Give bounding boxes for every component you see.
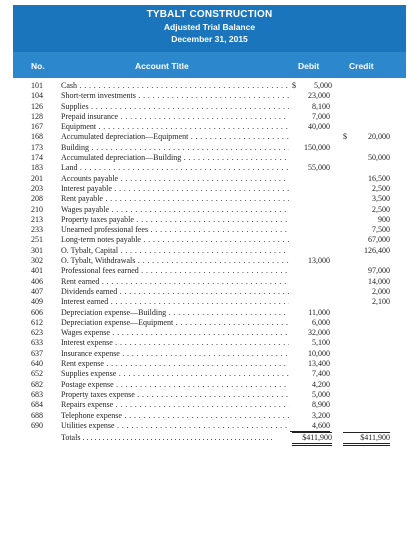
debit-amount: 150,000 xyxy=(304,142,330,152)
account-title: Accounts payable . . . xyxy=(61,174,289,184)
totals-debit: $411,900 xyxy=(292,432,332,446)
debit-amount: 10,000 xyxy=(308,348,330,358)
column-header-row xyxy=(13,52,406,78)
account-number: 213 xyxy=(31,214,43,224)
account-number: 104 xyxy=(31,91,43,101)
account-number: 301 xyxy=(31,245,43,255)
account-title: Property taxes payable . . . xyxy=(61,215,289,225)
account-title: Depreciation expense—Equipment . . . xyxy=(61,318,289,328)
debit-amount: 8,900 xyxy=(312,400,330,410)
account-number: 210 xyxy=(31,204,43,214)
account-title: Depreciation expense—Building . . . xyxy=(61,308,289,318)
account-number: 183 xyxy=(31,163,43,173)
table-row xyxy=(13,225,406,235)
account-title: Repairs expense . . . xyxy=(61,400,289,410)
table-row xyxy=(13,318,406,328)
account-number: 688 xyxy=(31,410,43,420)
credit-amount: 2,500 xyxy=(372,204,390,214)
table-row xyxy=(13,91,406,101)
account-number: 612 xyxy=(31,317,43,327)
column-header-credit: Credit xyxy=(349,61,374,71)
totals-label: Totals . . . xyxy=(61,432,289,444)
credit-amount: 126,400 xyxy=(364,245,390,255)
account-title: Interest earned . . . xyxy=(61,297,289,307)
account-title: Building . . . xyxy=(61,143,289,153)
account-number: 302 xyxy=(31,256,43,266)
table-row xyxy=(13,122,406,132)
account-title: Supplies . . . xyxy=(61,102,289,112)
credit-amount: 7,500 xyxy=(372,225,390,235)
debit-amount: 4,200 xyxy=(312,379,330,389)
debit-amount: 5,000 xyxy=(312,389,330,399)
account-title: Equipment . . . xyxy=(61,122,289,132)
account-number: 251 xyxy=(31,235,43,245)
account-title: Prepaid insurance . . . xyxy=(61,112,289,122)
table-row xyxy=(13,256,406,266)
account-number: 606 xyxy=(31,307,43,317)
account-title: Wages payable . . . xyxy=(61,205,289,215)
account-title: O. Tybalt, Withdrawals . . . xyxy=(61,256,289,266)
account-title: Short-term investments . . . xyxy=(61,91,289,101)
table-row xyxy=(13,81,406,91)
account-number: 167 xyxy=(31,122,43,132)
account-number: 683 xyxy=(31,389,43,399)
account-title: Rent earned . . . xyxy=(61,277,289,287)
debit-amount: 8,100 xyxy=(312,101,330,111)
company-name: TYBALT CONSTRUCTION xyxy=(146,9,273,20)
table-row xyxy=(13,277,406,287)
account-title: Interest expense . . . xyxy=(61,338,289,348)
account-number: 407 xyxy=(31,286,43,296)
account-number: 174 xyxy=(31,153,43,163)
debit-amount: $ 5,000 xyxy=(292,81,332,91)
account-title: Dividends earned . . . xyxy=(61,287,289,297)
table-row xyxy=(13,349,406,359)
account-title: Interest payable . . . xyxy=(61,184,289,194)
account-title: Unearned professional fees . . . xyxy=(61,225,289,235)
totals-credit: $411,900 xyxy=(343,432,390,446)
table-row xyxy=(13,205,406,215)
account-number: 690 xyxy=(31,420,43,430)
debit-amount: 7,400 xyxy=(312,369,330,379)
account-number: 128 xyxy=(31,111,43,121)
account-title: Wages expense . . . xyxy=(61,328,289,338)
account-rows xyxy=(13,81,406,444)
debit-amount: 13,000 xyxy=(308,256,330,266)
account-number: 101 xyxy=(31,81,43,90)
table-row xyxy=(13,287,406,297)
credit-amount: 50,000 xyxy=(368,153,390,163)
account-number: 682 xyxy=(31,379,43,389)
account-title: Property taxes expense . . . xyxy=(61,390,289,400)
account-number: 637 xyxy=(31,348,43,358)
table-row xyxy=(13,369,406,379)
credit-amount: 16,500 xyxy=(368,173,390,183)
account-number: 633 xyxy=(31,338,43,348)
account-number: 126 xyxy=(31,101,43,111)
account-title: Supplies expense . . . xyxy=(61,369,289,379)
table-row xyxy=(13,132,406,142)
account-number: 401 xyxy=(31,266,43,276)
debit-amount: 40,000 xyxy=(308,122,330,132)
debit-amount: 11,000 xyxy=(308,307,330,317)
table-row xyxy=(13,143,406,153)
account-number: 168 xyxy=(31,132,43,142)
column-header-no: No. xyxy=(31,61,45,71)
credit-amount: 2,500 xyxy=(372,183,390,193)
account-title: Utilities expense . . . xyxy=(61,421,289,431)
trial-balance-sheet xyxy=(13,5,406,541)
account-number: 173 xyxy=(31,142,43,152)
table-row xyxy=(13,102,406,112)
table-row xyxy=(13,421,406,431)
account-number: 684 xyxy=(31,400,43,410)
debit-amount: 6,000 xyxy=(312,317,330,327)
report-title: Adjusted Trial Balance xyxy=(163,22,256,32)
debit-amount: 23,000 xyxy=(308,91,330,101)
account-number: 233 xyxy=(31,225,43,235)
debit-amount: 55,000 xyxy=(308,163,330,173)
table-row xyxy=(13,297,406,307)
credit-amount: 900 xyxy=(378,214,390,224)
account-number: 208 xyxy=(31,194,43,204)
credit-amount: 97,000 xyxy=(368,266,390,276)
table-row xyxy=(13,246,406,256)
table-row xyxy=(13,112,406,122)
account-title: Professional fees earned . . . xyxy=(61,266,289,276)
table-row xyxy=(13,359,406,369)
debit-amount: 32,000 xyxy=(308,328,330,338)
account-title: Land . . . xyxy=(61,163,289,173)
debit-amount: 7,000 xyxy=(312,111,330,121)
table-row xyxy=(13,411,406,421)
debit-amount: 5,100 xyxy=(312,338,330,348)
account-number: 406 xyxy=(31,276,43,286)
account-title: O. Tybalt, Capital . . . xyxy=(61,246,289,256)
table-row xyxy=(13,153,406,163)
credit-amount: 67,000 xyxy=(368,235,390,245)
account-number: 201 xyxy=(31,173,43,183)
account-number: 623 xyxy=(31,328,43,338)
account-title: Rent expense . . . xyxy=(61,359,289,369)
credit-amount: 2,100 xyxy=(372,297,390,307)
account-title: Rent payable . . . xyxy=(61,194,289,204)
report-header xyxy=(13,5,406,52)
account-title: Insurance expense . . . xyxy=(61,349,289,359)
table-row xyxy=(13,338,406,348)
report-date: December 31, 2015 xyxy=(171,34,248,44)
table-row xyxy=(13,328,406,338)
credit-amount: 14,000 xyxy=(368,276,390,286)
credit-amount: 3,500 xyxy=(372,194,390,204)
account-title: Postage expense . . . xyxy=(61,380,289,390)
account-title: Telephone expense . . . xyxy=(61,411,289,421)
account-number: 652 xyxy=(31,369,43,379)
table-row xyxy=(13,390,406,400)
account-number: 640 xyxy=(31,359,43,369)
debit-amount: 4,600 xyxy=(290,421,330,432)
table-row xyxy=(13,235,406,245)
table-row xyxy=(13,184,406,194)
credit-amount: 2,000 xyxy=(372,286,390,296)
column-header-title: Account Title xyxy=(135,61,189,71)
table-row xyxy=(13,400,406,410)
column-header-debit: Debit xyxy=(298,61,320,71)
table-row xyxy=(13,174,406,184)
debit-amount: 3,200 xyxy=(312,410,330,420)
account-number: 203 xyxy=(31,183,43,193)
table-row xyxy=(13,380,406,390)
table-row xyxy=(13,163,406,173)
debit-amount: 13,400 xyxy=(308,359,330,369)
account-number: 409 xyxy=(31,297,43,307)
credit-amount: $ 20,000 xyxy=(343,132,390,142)
account-title: Long-term notes payable . . . xyxy=(61,235,289,245)
table-row xyxy=(13,194,406,204)
account-title: Accumulated depreciation—Equipment . . . xyxy=(61,132,289,142)
account-title: Accumulated depreciation—Building . . . xyxy=(61,153,289,163)
table-row xyxy=(13,308,406,318)
totals-row xyxy=(13,432,406,444)
table-row xyxy=(13,266,406,276)
table-row xyxy=(13,215,406,225)
account-title: Cash . . . xyxy=(61,81,289,91)
